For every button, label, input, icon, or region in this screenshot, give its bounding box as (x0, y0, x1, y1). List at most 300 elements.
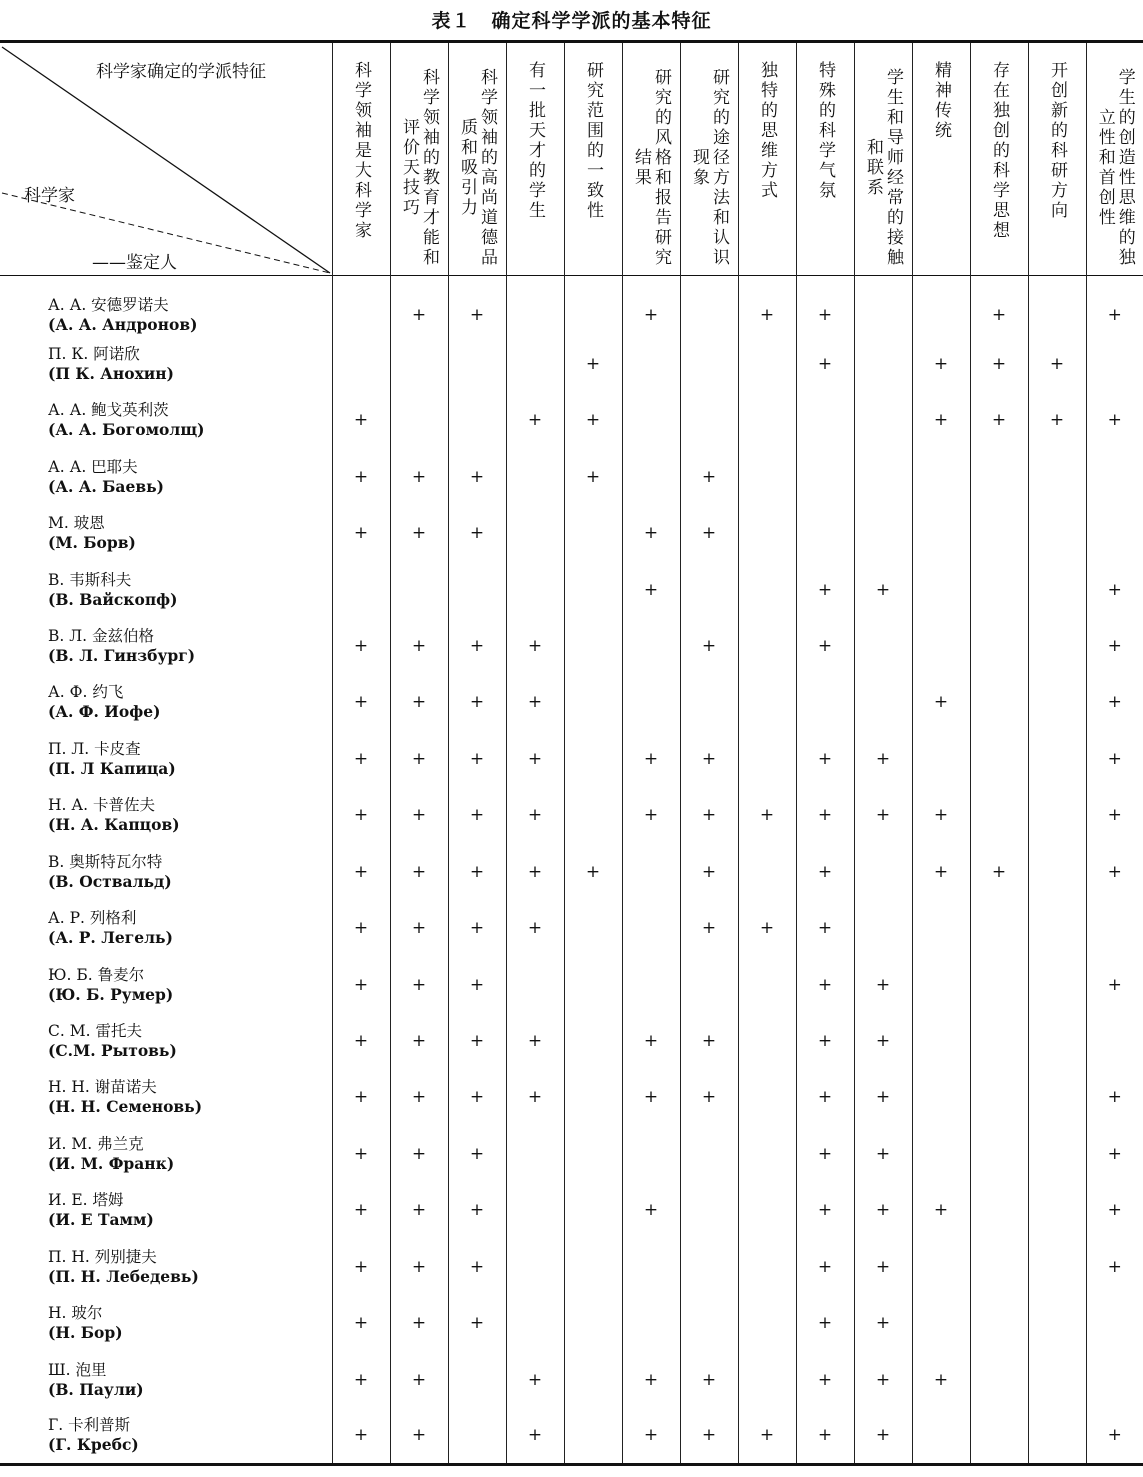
scientist-name-zh: М. 玻恩 (48, 514, 105, 533)
feature-mark (854, 505, 912, 561)
feature-mark: + (796, 1069, 854, 1125)
feature-mark: + (332, 1295, 390, 1351)
feature-mark: + (912, 336, 970, 392)
table-row (0, 900, 1143, 956)
feature-mark: + (332, 1351, 390, 1407)
feature-mark: + (390, 1126, 448, 1182)
scientist-name-ru: (Н. А. Капцов) (48, 815, 180, 835)
feature-mark (1028, 1408, 1086, 1465)
column-header-label: 特殊的科学气氛 (815, 61, 835, 201)
feature-mark (970, 674, 1028, 730)
feature-mark: + (390, 1295, 448, 1351)
feature-mark: + (854, 1069, 912, 1125)
feature-mark (680, 1182, 738, 1238)
feature-mark: + (332, 448, 390, 504)
feature-mark (680, 956, 738, 1012)
feature-mark (796, 392, 854, 448)
feature-mark (506, 1239, 564, 1295)
feature-mark (680, 392, 738, 448)
feature-mark: + (390, 618, 448, 674)
table-row (0, 674, 1143, 730)
feature-mark: + (506, 1013, 564, 1069)
feature-mark (912, 900, 970, 956)
scientist-name-ru: (И. М. Франк) (48, 1153, 175, 1173)
feature-mark: + (390, 843, 448, 899)
feature-mark: + (622, 1408, 680, 1465)
feature-mark (1086, 1013, 1143, 1069)
feature-mark (738, 505, 796, 561)
scientist-name (0, 900, 332, 956)
scientist-name-ru: (П. Л Капица) (48, 758, 176, 778)
scientist-name (0, 731, 332, 787)
table-row (0, 561, 1143, 617)
feature-mark (1086, 1351, 1143, 1407)
feature-mark: + (622, 505, 680, 561)
scientist-name (0, 448, 332, 504)
feature-mark: + (912, 1351, 970, 1407)
feature-mark (1028, 1239, 1086, 1295)
scientist-name-ru: (А. А. Богомолщ) (48, 420, 205, 440)
feature-mark (1028, 1126, 1086, 1182)
feature-mark: + (796, 618, 854, 674)
feature-mark: + (796, 1182, 854, 1238)
feature-mark: + (390, 1351, 448, 1407)
scientist-name-zh: Н. Н. 谢苗诺夫 (48, 1078, 157, 1097)
feature-mark: + (680, 843, 738, 899)
feature-mark: + (448, 448, 506, 504)
column-header-12 (970, 42, 1028, 276)
feature-mark (912, 1295, 970, 1351)
feature-mark (796, 505, 854, 561)
feature-mark (1028, 843, 1086, 899)
scientist-name-ru: (Г. Кребс) (48, 1435, 139, 1455)
feature-mark: + (738, 276, 796, 336)
scientist-name (0, 1351, 332, 1407)
feature-mark: + (622, 787, 680, 843)
feature-mark (912, 1408, 970, 1465)
feature-mark (506, 336, 564, 392)
feature-mark: + (506, 1408, 564, 1465)
scientist-name (0, 1295, 332, 1351)
feature-mark (564, 674, 622, 730)
feature-mark (448, 1351, 506, 1407)
feature-mark: + (506, 392, 564, 448)
feature-mark: + (448, 1295, 506, 1351)
feature-mark (970, 956, 1028, 1012)
feature-mark: + (332, 900, 390, 956)
scientist-name (0, 1408, 332, 1465)
feature-mark: + (448, 787, 506, 843)
feature-mark: + (506, 900, 564, 956)
column-header-label: 学生的创造性思维的独立性和首创性 (1094, 68, 1135, 268)
scientist-name-zh: В. 韦斯科夫 (48, 570, 132, 589)
feature-mark: + (448, 1013, 506, 1069)
feature-mark: + (390, 956, 448, 1012)
feature-mark (970, 448, 1028, 504)
feature-mark: + (854, 1239, 912, 1295)
feature-mark (738, 843, 796, 899)
feature-mark (912, 276, 970, 336)
scientist-name-ru: (В. Л. Гинзбург) (48, 645, 196, 665)
feature-mark: + (796, 1408, 854, 1465)
feature-mark: + (912, 674, 970, 730)
scientist-name (0, 843, 332, 899)
table-row (0, 1126, 1143, 1182)
feature-mark: + (854, 1351, 912, 1407)
feature-mark: + (1086, 787, 1143, 843)
feature-mark (622, 843, 680, 899)
feature-mark (680, 561, 738, 617)
scientist-name-ru: (Н. Н. Семеновь) (48, 1097, 203, 1117)
scientist-name (0, 956, 332, 1012)
feature-mark (1086, 448, 1143, 504)
scientist-name-zh: А. А. 巴耶夫 (48, 457, 138, 476)
scientist-name-zh: В. Л. 金兹伯格 (48, 626, 155, 645)
feature-mark: + (912, 843, 970, 899)
feature-mark (854, 843, 912, 899)
feature-mark: + (564, 392, 622, 448)
scientist-name-ru: (А. А. Баевь) (48, 476, 164, 496)
feature-mark: + (796, 1013, 854, 1069)
feature-mark (680, 1295, 738, 1351)
feature-mark: + (796, 900, 854, 956)
corner-header (0, 42, 332, 276)
column-header-5 (564, 42, 622, 276)
feature-mark (448, 1408, 506, 1465)
feature-mark (390, 392, 448, 448)
scientist-name-zh: В. 奥斯特瓦尔特 (48, 852, 163, 871)
feature-mark (1028, 674, 1086, 730)
feature-mark: + (854, 1013, 912, 1069)
feature-mark: + (1086, 843, 1143, 899)
feature-mark: + (448, 1069, 506, 1125)
feature-mark: + (506, 618, 564, 674)
scientist-name-zh: Ш. 泡里 (48, 1360, 107, 1379)
feature-mark (622, 1239, 680, 1295)
feature-mark (564, 618, 622, 674)
feature-mark (1028, 956, 1086, 1012)
feature-mark (564, 956, 622, 1012)
scientist-name (0, 276, 332, 336)
column-header-label: 学生和导师经常的接触和联系 (863, 68, 903, 268)
feature-mark (970, 900, 1028, 956)
feature-mark (1028, 1182, 1086, 1238)
feature-mark (1086, 505, 1143, 561)
column-header-3 (448, 42, 506, 276)
feature-mark (738, 336, 796, 392)
feature-mark (622, 392, 680, 448)
scientist-name-zh: А. Р. 列格利 (48, 909, 137, 928)
feature-mark (970, 1126, 1028, 1182)
scientist-name-ru: (А. Ф. Иофе) (48, 702, 161, 722)
feature-mark (564, 1069, 622, 1125)
feature-mark: + (680, 1069, 738, 1125)
scientist-name-ru: (П К. Анохин) (48, 363, 174, 383)
feature-mark (854, 276, 912, 336)
table-row (0, 276, 1143, 336)
table-row (0, 1013, 1143, 1069)
feature-mark: + (796, 1351, 854, 1407)
scientist-name (0, 392, 332, 448)
table-row (0, 505, 1143, 561)
feature-mark (796, 674, 854, 730)
feature-mark (622, 956, 680, 1012)
feature-mark: + (332, 618, 390, 674)
feature-mark (680, 674, 738, 730)
feature-mark (1028, 276, 1086, 336)
table-row (0, 1182, 1143, 1238)
feature-mark: + (332, 1182, 390, 1238)
feature-mark: + (796, 276, 854, 336)
feature-mark (1086, 336, 1143, 392)
feature-mark: + (796, 731, 854, 787)
feature-mark (332, 336, 390, 392)
feature-mark: + (622, 1351, 680, 1407)
corner-left-label: 科学家 (24, 186, 75, 206)
feature-mark (506, 276, 564, 336)
scientist-name (0, 787, 332, 843)
feature-mark: + (506, 787, 564, 843)
feature-mark: + (680, 1013, 738, 1069)
feature-mark: + (332, 1239, 390, 1295)
feature-mark: + (390, 674, 448, 730)
feature-mark (680, 336, 738, 392)
feature-mark (332, 276, 390, 336)
scientist-name (0, 336, 332, 392)
column-header-8 (738, 42, 796, 276)
feature-mark: + (390, 505, 448, 561)
feature-mark (970, 1295, 1028, 1351)
feature-mark: + (1086, 731, 1143, 787)
feature-mark (506, 505, 564, 561)
feature-mark (854, 618, 912, 674)
feature-mark (970, 1182, 1028, 1238)
feature-mark: + (1086, 392, 1143, 448)
feature-mark: + (506, 843, 564, 899)
feature-mark: + (448, 956, 506, 1012)
feature-mark (912, 505, 970, 561)
column-header-label: 开创新的科研方向 (1047, 61, 1067, 221)
scientist-name-ru: (Ю. Б. Румер) (48, 984, 174, 1004)
column-header-label: 研究的风格和报告研究结果 (631, 68, 671, 268)
feature-mark: + (332, 843, 390, 899)
scientist-name (0, 618, 332, 674)
feature-mark: + (1086, 561, 1143, 617)
feature-mark: + (680, 618, 738, 674)
feature-mark (970, 505, 1028, 561)
feature-mark: + (332, 956, 390, 1012)
feature-mark (738, 1182, 796, 1238)
feature-mark: + (680, 787, 738, 843)
feature-mark (506, 561, 564, 617)
feature-mark (970, 1239, 1028, 1295)
feature-mark: + (738, 1408, 796, 1465)
feature-mark: + (854, 561, 912, 617)
scientist-name-zh: А. А. 安德罗诺夫 (48, 295, 169, 314)
feature-mark (854, 336, 912, 392)
feature-mark (506, 1182, 564, 1238)
feature-mark (1028, 505, 1086, 561)
feature-mark (1028, 900, 1086, 956)
feature-mark: + (564, 448, 622, 504)
feature-mark (970, 1408, 1028, 1465)
feature-mark (854, 392, 912, 448)
feature-mark (738, 1069, 796, 1125)
feature-mark: + (448, 505, 506, 561)
scientist-name-ru: (В. Паули) (48, 1379, 144, 1399)
feature-mark: + (854, 956, 912, 1012)
feature-mark (1086, 900, 1143, 956)
feature-mark (564, 731, 622, 787)
feature-mark: + (854, 1295, 912, 1351)
table-title: 表１ 确定科学学派的基本特征 (431, 10, 712, 32)
column-header-7 (680, 42, 738, 276)
feature-mark: + (506, 1351, 564, 1407)
feature-mark (738, 448, 796, 504)
table-row (0, 1295, 1143, 1351)
feature-mark: + (680, 505, 738, 561)
column-header-label: 科学领袖的高尚道德品质和吸引力 (457, 68, 497, 268)
feature-mark (506, 1295, 564, 1351)
feature-mark: + (680, 900, 738, 956)
feature-mark (622, 618, 680, 674)
feature-mark: + (680, 731, 738, 787)
feature-mark: + (1086, 674, 1143, 730)
feature-mark: + (854, 731, 912, 787)
scientist-name-ru: (И. Е Тамм) (48, 1210, 154, 1230)
column-header-label: 有一批天才的学生 (525, 61, 545, 221)
feature-mark (738, 392, 796, 448)
feature-mark (1086, 1295, 1143, 1351)
scientist-name-zh: А. Ф. 约飞 (48, 683, 124, 702)
feature-mark (564, 505, 622, 561)
feature-mark: + (390, 900, 448, 956)
table-row (0, 1408, 1143, 1465)
feature-mark: + (390, 1069, 448, 1125)
scientist-name (0, 1013, 332, 1069)
feature-mark: + (912, 1182, 970, 1238)
feature-mark: + (448, 843, 506, 899)
feature-mark (912, 1013, 970, 1069)
feature-mark: + (622, 561, 680, 617)
feature-mark (912, 731, 970, 787)
feature-mark (970, 618, 1028, 674)
header-row (0, 42, 1143, 276)
feature-mark: + (332, 1408, 390, 1465)
scientist-name-zh: П. Н. 列别捷夫 (48, 1247, 157, 1266)
feature-mark: + (680, 1408, 738, 1465)
feature-mark: + (622, 276, 680, 336)
feature-mark (970, 561, 1028, 617)
scientist-name (0, 674, 332, 730)
feature-mark (970, 731, 1028, 787)
feature-mark (912, 1126, 970, 1182)
feature-mark: + (390, 787, 448, 843)
feature-mark: + (796, 336, 854, 392)
feature-mark: + (390, 731, 448, 787)
feature-mark (564, 1239, 622, 1295)
feature-mark: + (912, 787, 970, 843)
column-header-11 (912, 42, 970, 276)
feature-mark (564, 1126, 622, 1182)
feature-mark: + (332, 1013, 390, 1069)
feature-mark: + (332, 731, 390, 787)
feature-mark: + (680, 1351, 738, 1407)
feature-mark (738, 731, 796, 787)
feature-mark (738, 1126, 796, 1182)
feature-mark: + (796, 561, 854, 617)
feature-mark: + (1086, 1069, 1143, 1125)
feature-mark: + (1086, 956, 1143, 1012)
feature-mark (680, 1239, 738, 1295)
feature-mark: + (506, 731, 564, 787)
table-row (0, 1351, 1143, 1407)
feature-mark: + (332, 1126, 390, 1182)
feature-mark (564, 787, 622, 843)
table-row (0, 618, 1143, 674)
feature-mark: + (332, 505, 390, 561)
feature-mark: + (448, 674, 506, 730)
scientist-name-zh: Н. А. 卡普佐夫 (48, 796, 155, 815)
feature-mark: + (796, 787, 854, 843)
feature-mark (448, 561, 506, 617)
feature-mark (332, 561, 390, 617)
scientist-name (0, 561, 332, 617)
scientist-name-ru: (А. Р. Легель) (48, 928, 173, 948)
feature-mark (622, 336, 680, 392)
feature-mark: + (1028, 392, 1086, 448)
feature-mark: + (970, 276, 1028, 336)
feature-mark: + (622, 1069, 680, 1125)
feature-mark (738, 956, 796, 1012)
table-row (0, 1239, 1143, 1295)
column-header-label: 科学领袖是大科学家 (351, 61, 371, 241)
table-row (0, 843, 1143, 899)
feature-mark: + (390, 1182, 448, 1238)
feature-mark (1028, 561, 1086, 617)
feature-mark: + (622, 731, 680, 787)
feature-mark: + (1086, 276, 1143, 336)
feature-mark: + (1086, 618, 1143, 674)
feature-mark: + (796, 843, 854, 899)
scientist-name (0, 1182, 332, 1238)
feature-mark (1028, 1013, 1086, 1069)
feature-mark (738, 674, 796, 730)
feature-mark: + (970, 392, 1028, 448)
feature-mark (912, 956, 970, 1012)
feature-mark: + (332, 1069, 390, 1125)
feature-mark: + (448, 618, 506, 674)
feature-mark: + (448, 276, 506, 336)
feature-mark: + (796, 1126, 854, 1182)
feature-mark: + (332, 787, 390, 843)
feature-mark (738, 1295, 796, 1351)
feature-mark (1028, 1351, 1086, 1407)
feature-mark: + (564, 336, 622, 392)
scientist-name-zh: П. К. 阿诺欣 (48, 344, 140, 363)
column-header-6 (622, 42, 680, 276)
scientist-name-zh: А. А. 鲍戈英利茨 (48, 401, 169, 420)
feature-mark (738, 618, 796, 674)
feature-mark: + (506, 1069, 564, 1125)
feature-mark (622, 900, 680, 956)
feature-mark: + (1086, 1408, 1143, 1465)
feature-mark (448, 336, 506, 392)
feature-mark (738, 1013, 796, 1069)
feature-mark (912, 1069, 970, 1125)
corner-top-label: 科学家确定的学派特征 (96, 62, 266, 82)
column-header-2 (390, 42, 448, 276)
